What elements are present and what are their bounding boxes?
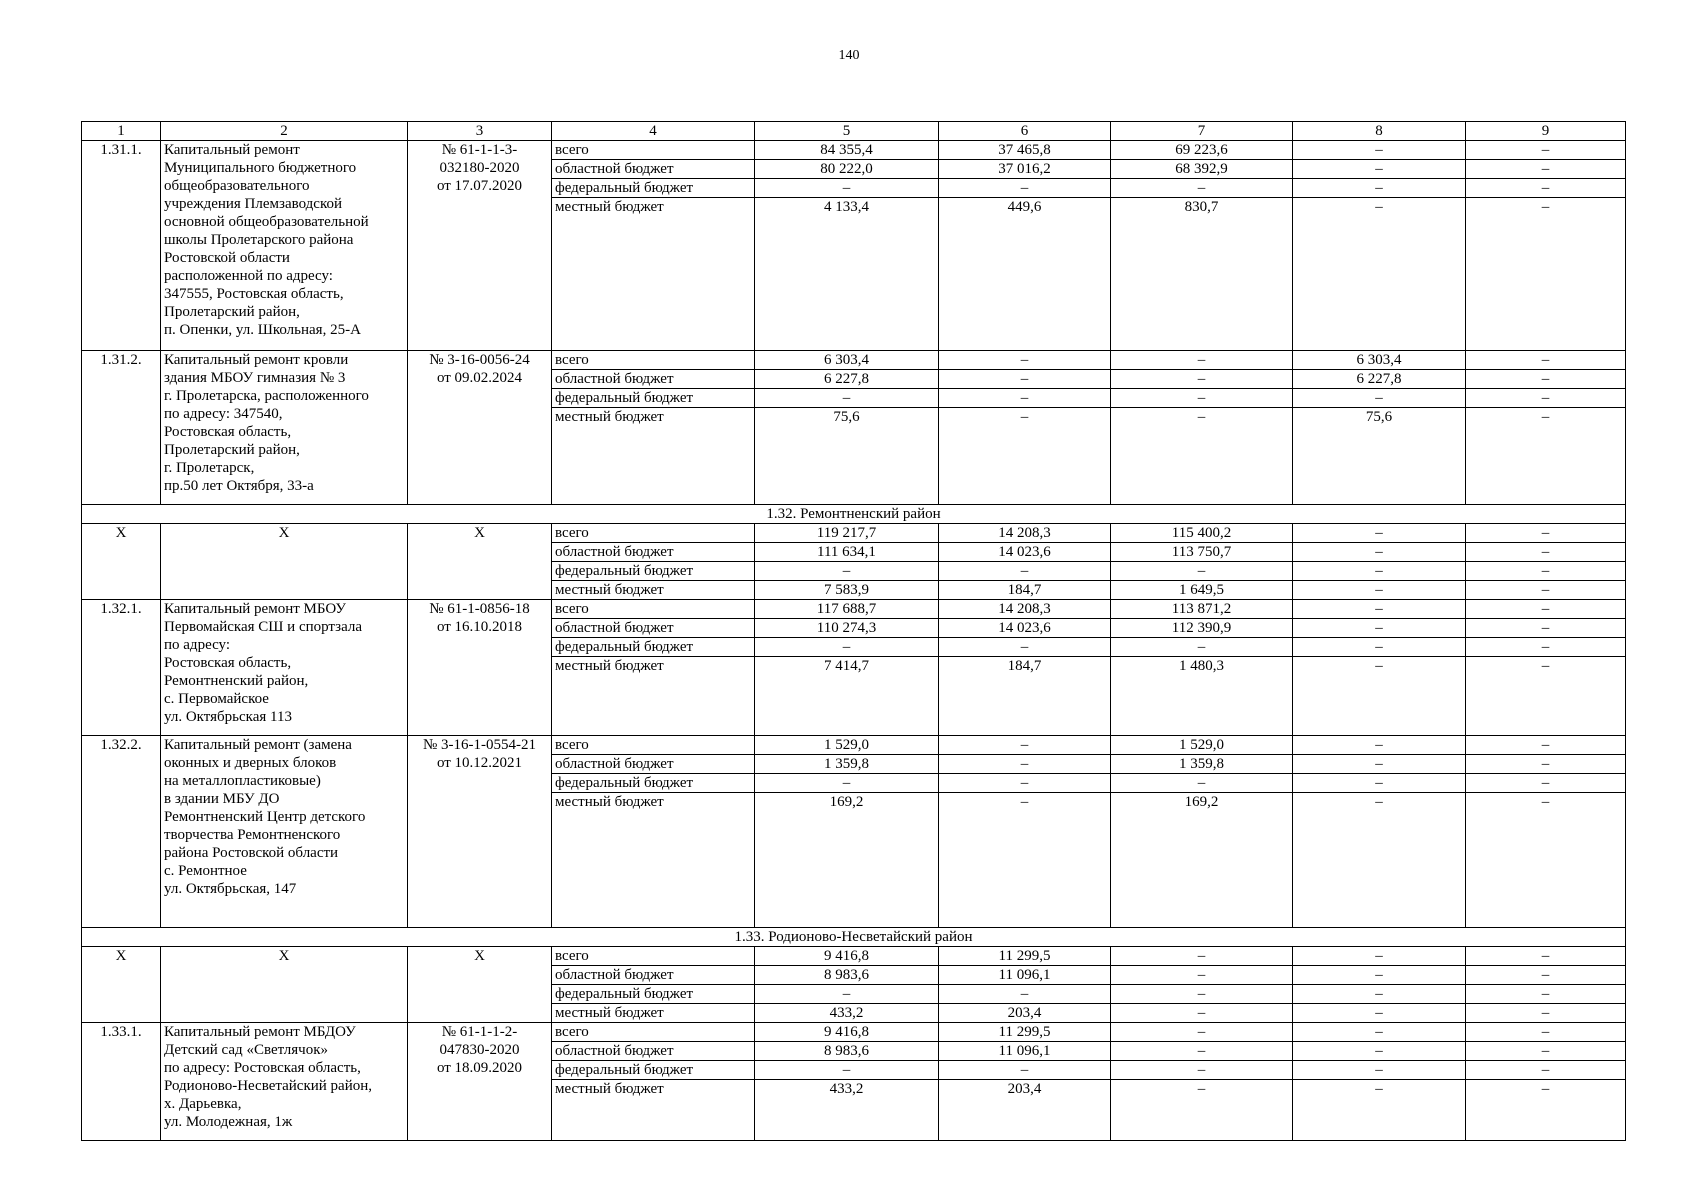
object-name: Капитальный ремонт Муниципального бюджетного общеобразовательного учреждения Племзаводской основной общеобразовательной школы Пролетарского района Ростовской области расположенной по адресу: 347555, Ростовская область, Пролетарский район, п. Опенки, ул. Школьная, 25-А [161,141,408,351]
funding-source: федеральный бюджет [552,1061,755,1080]
column-header: 7 [1111,122,1293,141]
amount-cell-col9: – [1466,562,1626,581]
object-number: 1.32.1. [82,600,161,736]
project-document: № 61-1-1-2- 047830-2020 от 18.09.2020 [408,1023,552,1141]
amount-cell-col6: – [939,1061,1111,1080]
object-name: Капитальный ремонт (замена оконных и дверных блоков на металлопластиковые) в здании МБУ ДО Ремонтненский Центр детского творчества Ремонтненского района Ростовской области с. Ремонтное ул. Октябрьская, 147 [161,736,408,928]
amount-cell-col9: – [1466,1061,1626,1080]
funding-source: местный бюджет [552,657,755,736]
amount-cell-col5: 6 227,8 [755,370,939,389]
amount-cell-col6: 14 023,6 [939,619,1111,638]
amount-cell-col8: 6 227,8 [1293,370,1466,389]
amount-cell-col6: 14 208,3 [939,524,1111,543]
amount-cell-col8: – [1293,755,1466,774]
amount-cell-col6: – [939,351,1111,370]
object-name: Х [161,524,408,600]
amount-cell-col9: – [1466,1023,1626,1042]
amount-cell-col6: – [939,736,1111,755]
column-header: 2 [161,122,408,141]
amount-cell-col5: 433,2 [755,1080,939,1141]
amount-cell-col8: – [1293,947,1466,966]
amount-cell-col7: – [1111,1080,1293,1141]
amount-cell-col9: – [1466,543,1626,562]
amount-cell-col5: – [755,389,939,408]
amount-cell-col7: 113 871,2 [1111,600,1293,619]
amount-cell-col5: 9 416,8 [755,947,939,966]
amount-cell-col9: – [1466,736,1626,755]
project-document: № 61-1-0856-18 от 16.10.2018 [408,600,552,736]
funding-source: федеральный бюджет [552,562,755,581]
amount-cell-col5: 110 274,3 [755,619,939,638]
amount-cell-col8: – [1293,524,1466,543]
amount-cell-col9: – [1466,524,1626,543]
funding-source: всего [552,141,755,160]
table-row [82,1023,1626,1042]
amount-cell-col9: – [1466,370,1626,389]
amount-cell-col5: 7 583,9 [755,581,939,600]
amount-cell-col8: – [1293,1004,1466,1023]
amount-cell-col5: 84 355,4 [755,141,939,160]
object-name: Капитальный ремонт кровли здания МБОУ гимназия № 3 г. Пролетарска, расположенного по адресу: 347540, Ростовская область, Пролетарский район, г. Пролетарск, пр.50 лет Октября, 33-а [161,351,408,505]
object-number: 1.31.2. [82,351,161,505]
amount-cell-col5: 1 359,8 [755,755,939,774]
amount-cell-col8: – [1293,1023,1466,1042]
amount-cell-col7: 830,7 [1111,198,1293,351]
amount-cell-col7: – [1111,1004,1293,1023]
funding-source: всего [552,524,755,543]
amount-cell-col6: – [939,985,1111,1004]
amount-cell-col7: – [1111,966,1293,985]
amount-cell-col9: – [1466,985,1626,1004]
funding-source: областной бюджет [552,1042,755,1061]
amount-cell-col7: – [1111,1042,1293,1061]
amount-cell-col5: – [755,179,939,198]
amount-cell-col7: 112 390,9 [1111,619,1293,638]
project-document: № 3-16-0056-24 от 09.02.2024 [408,351,552,505]
amount-cell-col7: – [1111,408,1293,505]
amount-cell-col9: – [1466,1042,1626,1061]
amount-cell-col5: 75,6 [755,408,939,505]
amount-cell-col6: – [939,755,1111,774]
amount-cell-col7: – [1111,370,1293,389]
amount-cell-col9: – [1466,581,1626,600]
funding-source: федеральный бюджет [552,389,755,408]
amount-cell-col6: 37 016,2 [939,160,1111,179]
funding-source: областной бюджет [552,619,755,638]
amount-cell-col6: – [939,774,1111,793]
amount-cell-col5: 4 133,4 [755,198,939,351]
object-number: Х [82,524,161,600]
table-row [82,141,1626,160]
funding-source: всего [552,947,755,966]
funding-source: областной бюджет [552,370,755,389]
amount-cell-col9: – [1466,638,1626,657]
amount-cell-col9: – [1466,755,1626,774]
object-name: Х [161,947,408,1023]
amount-cell-col5: 9 416,8 [755,1023,939,1042]
table-row [82,351,1626,370]
funding-source: областной бюджет [552,543,755,562]
amount-cell-col6: – [939,562,1111,581]
amount-cell-col8: – [1293,736,1466,755]
amount-cell-col9: – [1466,1004,1626,1023]
amount-cell-col8: – [1293,774,1466,793]
amount-cell-col9: – [1466,179,1626,198]
amount-cell-col5: 119 217,7 [755,524,939,543]
amount-cell-col7: 1 529,0 [1111,736,1293,755]
table-row [82,600,1626,619]
funding-source: местный бюджет [552,793,755,928]
amount-cell-col5: 169,2 [755,793,939,928]
amount-cell-col8: – [1293,389,1466,408]
funding-source: местный бюджет [552,581,755,600]
amount-cell-col7: 1 480,3 [1111,657,1293,736]
budget-table [81,121,1626,1141]
amount-cell-col8: – [1293,793,1466,928]
amount-cell-col5: 7 414,7 [755,657,939,736]
amount-cell-col9: – [1466,351,1626,370]
amount-cell-col7: – [1111,1023,1293,1042]
amount-cell-col5: 6 303,4 [755,351,939,370]
amount-cell-col9: – [1466,141,1626,160]
header-row [82,122,1626,141]
amount-cell-col8: – [1293,966,1466,985]
amount-cell-col8: – [1293,600,1466,619]
amount-cell-col5: – [755,1061,939,1080]
amount-cell-col6: – [939,793,1111,928]
amount-cell-col5: 1 529,0 [755,736,939,755]
column-header: 4 [552,122,755,141]
amount-cell-col7: – [1111,985,1293,1004]
amount-cell-col8: 75,6 [1293,408,1466,505]
amount-cell-col6: 184,7 [939,657,1111,736]
amount-cell-col5: 8 983,6 [755,1042,939,1061]
amount-cell-col9: – [1466,198,1626,351]
object-number: 1.31.1. [82,141,161,351]
amount-cell-col8: – [1293,1042,1466,1061]
object-number: Х [82,947,161,1023]
amount-cell-col9: – [1466,408,1626,505]
amount-cell-col5: – [755,774,939,793]
section-row [82,928,1626,947]
amount-cell-col7: – [1111,351,1293,370]
amount-cell-col5: 117 688,7 [755,600,939,619]
amount-cell-col5: 433,2 [755,1004,939,1023]
object-number: 1.32.2. [82,736,161,928]
amount-cell-col8: – [1293,543,1466,562]
amount-cell-col7: – [1111,947,1293,966]
amount-cell-col8: – [1293,1080,1466,1141]
page-number: 140 [838,48,860,63]
funding-source: областной бюджет [552,755,755,774]
amount-cell-col7: – [1111,638,1293,657]
amount-cell-col8: – [1293,985,1466,1004]
amount-cell-col7: – [1111,1061,1293,1080]
amount-cell-col5: – [755,985,939,1004]
amount-cell-col8: – [1293,198,1466,351]
amount-cell-col9: – [1466,793,1626,928]
funding-source: всего [552,736,755,755]
amount-cell-col6: 11 299,5 [939,947,1111,966]
amount-cell-col7: – [1111,562,1293,581]
funding-source: местный бюджет [552,408,755,505]
project-document: № 61-1-1-3- 032180-2020 от 17.07.2020 [408,141,552,351]
amount-cell-col6: – [939,370,1111,389]
amount-cell-col9: – [1466,160,1626,179]
funding-source: всего [552,600,755,619]
table-row [82,947,1626,966]
amount-cell-col6: 14 023,6 [939,543,1111,562]
amount-cell-col6: 203,4 [939,1080,1111,1141]
amount-cell-col5: – [755,638,939,657]
amount-cell-col9: – [1466,966,1626,985]
amount-cell-col6: – [939,408,1111,505]
amount-cell-col6: – [939,638,1111,657]
amount-cell-col7: 68 392,9 [1111,160,1293,179]
amount-cell-col8: – [1293,619,1466,638]
amount-cell-col6: 11 299,5 [939,1023,1111,1042]
amount-cell-col8: – [1293,562,1466,581]
amount-cell-col6: – [939,179,1111,198]
funding-source: федеральный бюджет [552,638,755,657]
column-header: 5 [755,122,939,141]
project-document: Х [408,947,552,1023]
amount-cell-col9: – [1466,774,1626,793]
funding-source: областной бюджет [552,966,755,985]
amount-cell-col8: – [1293,179,1466,198]
amount-cell-col7: 115 400,2 [1111,524,1293,543]
amount-cell-col6: 37 465,8 [939,141,1111,160]
column-header: 8 [1293,122,1466,141]
amount-cell-col9: – [1466,947,1626,966]
table-row [82,524,1626,543]
amount-cell-col7: 1 359,8 [1111,755,1293,774]
funding-source: федеральный бюджет [552,774,755,793]
amount-cell-col9: – [1466,1080,1626,1141]
amount-cell-col7: – [1111,179,1293,198]
amount-cell-col9: – [1466,389,1626,408]
project-document: Х [408,524,552,600]
amount-cell-col5: – [755,562,939,581]
amount-cell-col9: – [1466,600,1626,619]
funding-source: всего [552,351,755,370]
table-row [82,736,1626,755]
funding-source: федеральный бюджет [552,985,755,1004]
section-row [82,505,1626,524]
amount-cell-col8: – [1293,160,1466,179]
funding-source: областной бюджет [552,160,755,179]
funding-source: федеральный бюджет [552,179,755,198]
amount-cell-col9: – [1466,619,1626,638]
amount-cell-col6: – [939,389,1111,408]
amount-cell-col8: – [1293,657,1466,736]
section-title: 1.32. Ремонтненский район [82,505,1626,524]
amount-cell-col7: 169,2 [1111,793,1293,928]
funding-source: местный бюджет [552,1004,755,1023]
amount-cell-col6: 11 096,1 [939,966,1111,985]
project-document: № 3-16-1-0554-21 от 10.12.2021 [408,736,552,928]
object-number: 1.33.1. [82,1023,161,1141]
amount-cell-col6: 11 096,1 [939,1042,1111,1061]
amount-cell-col8: – [1293,581,1466,600]
amount-cell-col8: – [1293,1061,1466,1080]
amount-cell-col8: – [1293,638,1466,657]
amount-cell-col6: 203,4 [939,1004,1111,1023]
object-name: Капитальный ремонт МБОУ Первомайская СШ и спортзала по адресу: Ростовская область, Ремонтненский район, с. Первомайское ул. Октябрьская 113 [161,600,408,736]
column-header: 3 [408,122,552,141]
funding-source: местный бюджет [552,1080,755,1141]
column-header: 6 [939,122,1111,141]
amount-cell-col9: – [1466,657,1626,736]
amount-cell-col7: – [1111,389,1293,408]
funding-source: всего [552,1023,755,1042]
amount-cell-col7: 113 750,7 [1111,543,1293,562]
amount-cell-col6: 14 208,3 [939,600,1111,619]
amount-cell-col6: 184,7 [939,581,1111,600]
amount-cell-col5: 111 634,1 [755,543,939,562]
amount-cell-col6: 449,6 [939,198,1111,351]
column-header: 1 [82,122,161,141]
table-body [82,122,1626,1141]
object-name: Капитальный ремонт МБДОУ Детский сад «Светлячок» по адресу: Ростовская область, Родионово-Несветайский район, х. Дарьевка, ул. Молодежная, 1ж [161,1023,408,1141]
amount-cell-col7: – [1111,774,1293,793]
funding-source: местный бюджет [552,198,755,351]
section-title: 1.33. Родионово-Несветайский район [82,928,1626,947]
amount-cell-col8: 6 303,4 [1293,351,1466,370]
amount-cell-col5: 8 983,6 [755,966,939,985]
column-header: 9 [1466,122,1626,141]
amount-cell-col8: – [1293,141,1466,160]
amount-cell-col5: 80 222,0 [755,160,939,179]
amount-cell-col7: 69 223,6 [1111,141,1293,160]
amount-cell-col7: 1 649,5 [1111,581,1293,600]
